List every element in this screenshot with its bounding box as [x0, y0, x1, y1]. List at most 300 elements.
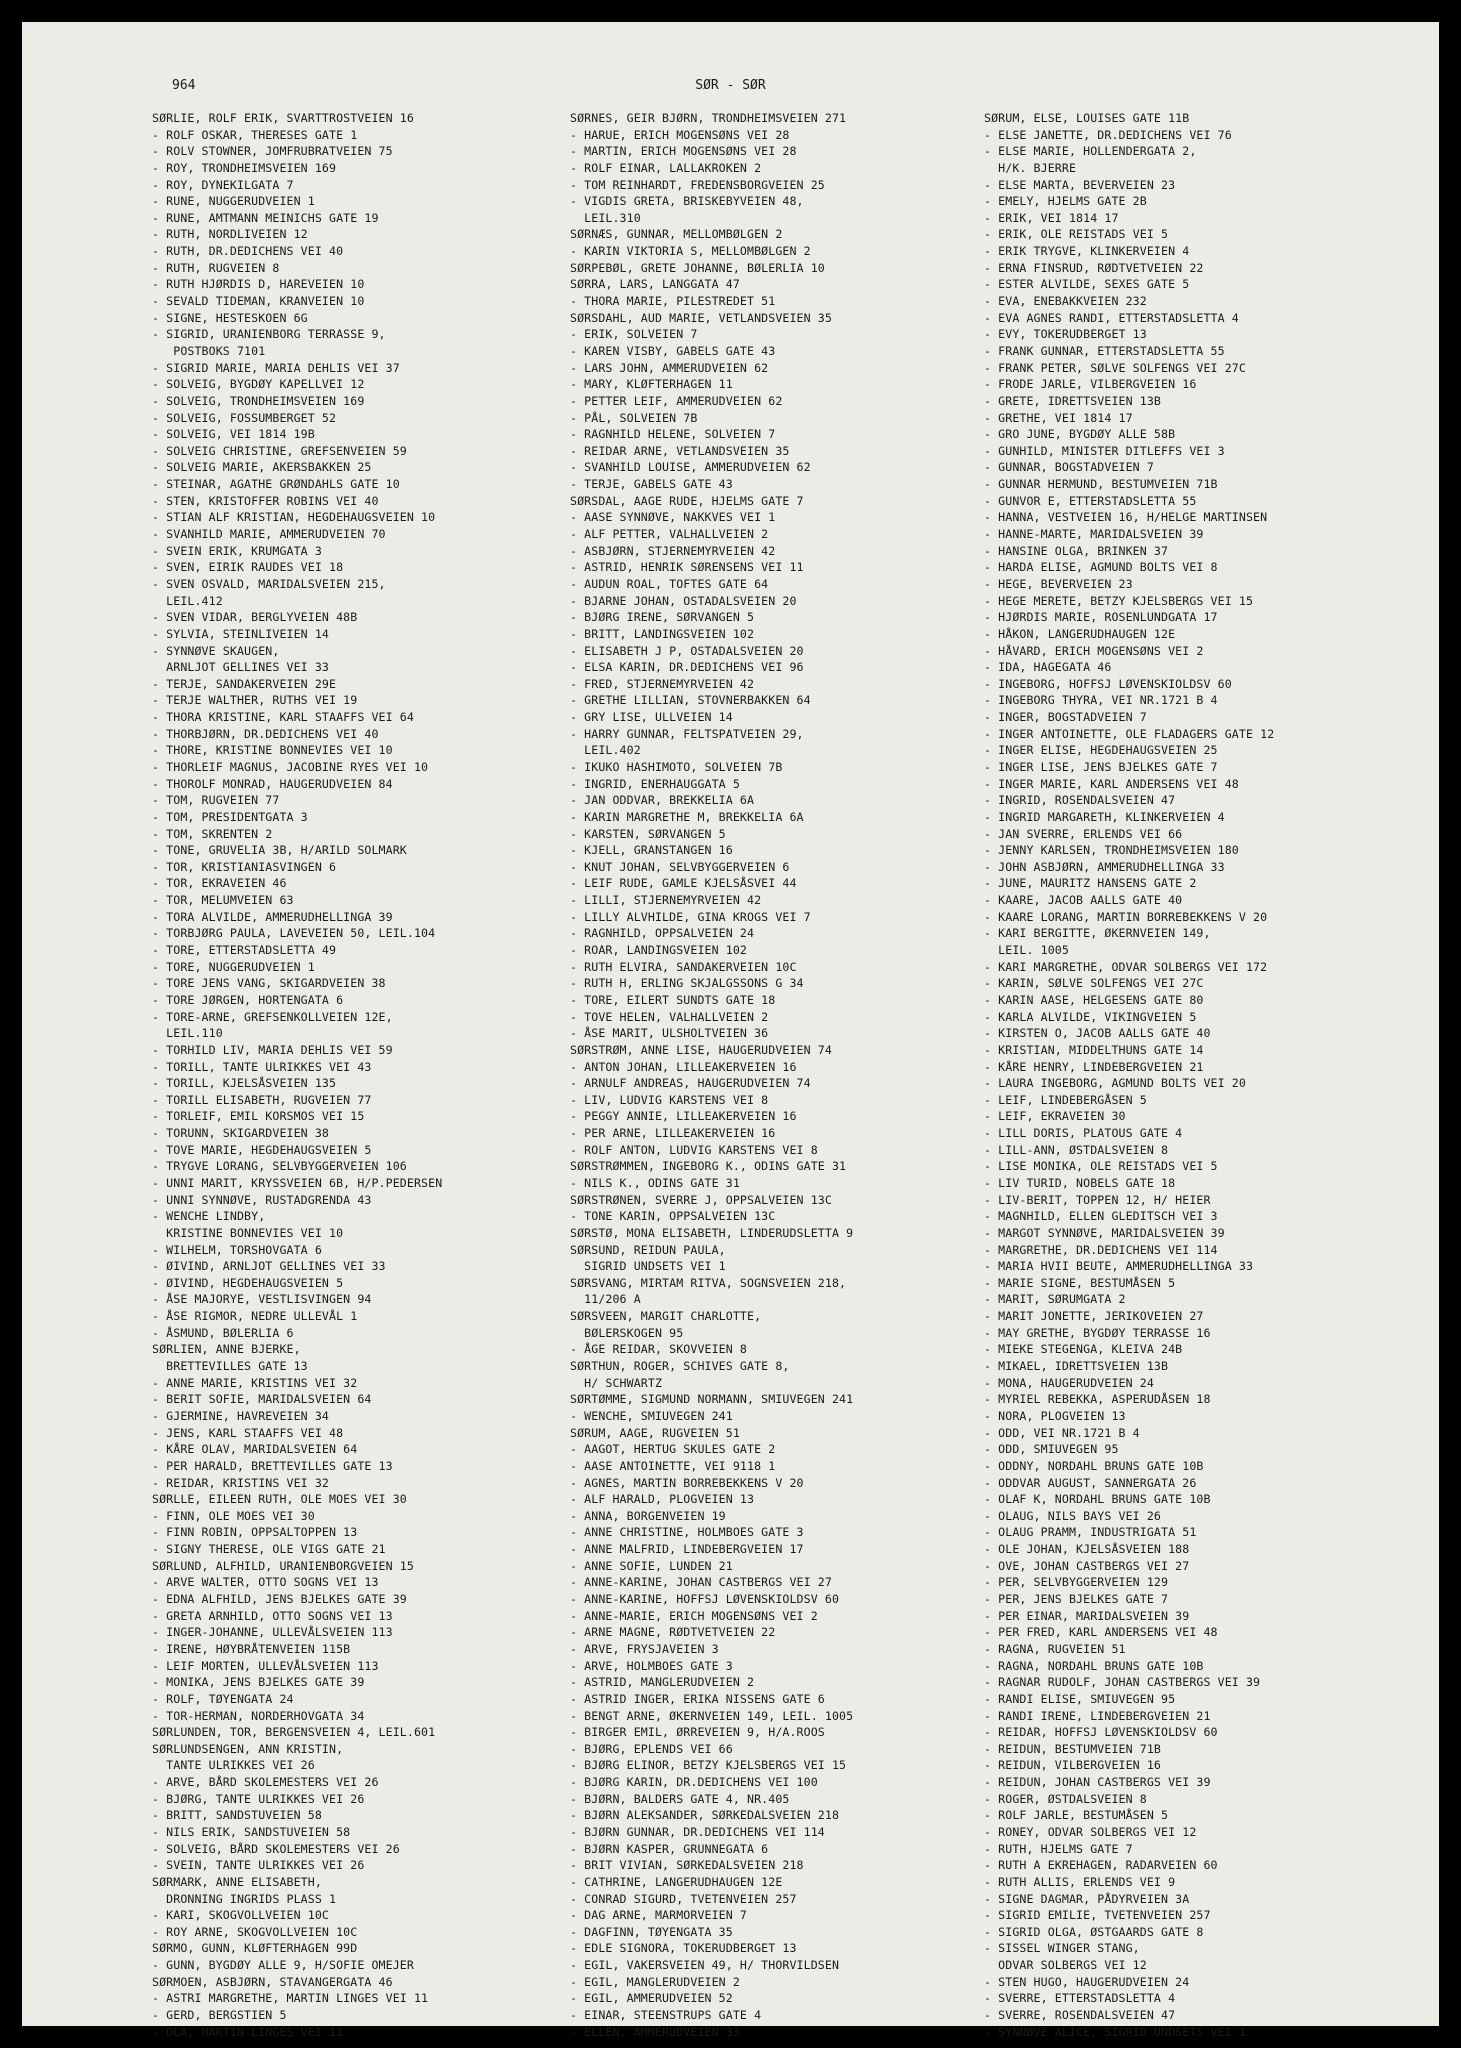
directory-entry-line: - INGER ELISE, HEGDEHAUGSVEIEN 25	[984, 743, 1218, 758]
directory-entry-line: - ROLV STOWNER, JOMFRUBRATVEIEN 75	[152, 144, 393, 159]
directory-entry-line: - ROLF, TØYENGATA 24	[152, 1691, 294, 1706]
directory-entry-line: - SVANHILD LOUISE, AMMERUDVEIEN 62	[570, 460, 811, 475]
directory-entry-line: - CONRAD SIGURD, TVETENVEIEN 257	[570, 1891, 797, 1906]
directory-entry-line: - MARGRETHE, DR.DEDICHENS VEI 114	[984, 1242, 1218, 1257]
directory-entry-line: - INGRID, ROSENDALSVEIEN 47	[984, 793, 1176, 808]
directory-entry-line: - SOLVEIG CHRISTINE, GREFSENVEIEN 59	[152, 443, 407, 458]
directory-entry-line: - BRITT, LANDINGSVEIEN 102	[570, 626, 755, 641]
directory-entry-line: ARNLJOT GELLINES VEI 33	[152, 660, 330, 675]
directory-entry-line: - LILLY ALVHILDE, GINA KROGS VEI 7	[570, 909, 811, 924]
directory-entry-line: - FINN ROBIN, OPPSALTOPPEN 13	[152, 1525, 358, 1540]
directory-entry-line: - STEN HUGO, HAUGERUDVEIEN 24	[984, 1974, 1190, 1989]
directory-entry-line: - AAGOT, HERTUG SKULES GATE 2	[570, 1442, 776, 1457]
directory-entry-line: - SIGNE, HESTESKOEN 6G	[152, 310, 308, 325]
directory-entry-line: 11/206 A	[570, 1292, 641, 1307]
directory-entry-line: SØRMO, GUNN, KLØFTERHAGEN 99D	[152, 1941, 358, 1956]
directory-entry-line: - MARIT, SØRUMGATA 2	[984, 1292, 1126, 1307]
directory-entry-line: - SOLVEIG, VEI 1814 19B	[152, 427, 315, 442]
directory-entry-line: - ÅSMUND, BØLERLIA 6	[152, 1325, 294, 1340]
directory-entry-line: POSTBOKS 7101	[152, 343, 266, 358]
directory-page	[22, 22, 1439, 2039]
directory-entry-line: - ROLF ANTON, LUDVIG KARSTENS VEI 8	[570, 1142, 818, 1157]
directory-entry-line: - BJØRN KASPER, GRUNNEGATA 6	[570, 1841, 769, 1856]
directory-entry-line: - GRO JUNE, BYGDØY ALLE 58B	[984, 427, 1176, 442]
directory-entry-line: - AUDUN ROAL, TOFTES GATE 64	[570, 576, 769, 591]
directory-entry-line: - RUTH, NORDLIVEIEN 12	[152, 227, 308, 242]
directory-entry-line: - PER ARNE, LILLEAKERVEIEN 16	[570, 1126, 776, 1141]
directory-entry-line: SØRLUNDEN, TOR, BERGENSVEIEN 4, LEIL.601	[152, 1725, 436, 1740]
directory-entry-line: - ERIK, SOLVEIEN 7	[570, 327, 698, 342]
directory-entry-line: - JUNE, MAURITZ HANSENS GATE 2	[984, 876, 1197, 891]
directory-entry-line: - BRITT, SANDSTUVEIEN 58	[152, 1808, 322, 1823]
directory-entry-line: - STIAN ALF KRISTIAN, HEGDEHAUGSVEIEN 10	[152, 510, 436, 525]
directory-entry-line: - PETTER LEIF, AMMERUDVEIEN 62	[570, 393, 783, 408]
directory-entry-line: - HARRY GUNNAR, FELTSPATVEIEN 29,	[570, 726, 804, 741]
directory-entry-line: SØRSUND, REIDUN PAULA,	[570, 1242, 726, 1257]
directory-entry-line: - ELSA KARIN, DR.DEDICHENS VEI 96	[570, 660, 804, 675]
directory-entry-line: - FRANK PETER, SØLVE SOLFENGS VEI 27C	[984, 360, 1246, 375]
directory-entry-line: - LILL DORIS, PLATOUS GATE 4	[984, 1126, 1183, 1141]
directory-entry-line: BRETTEVILLES GATE 13	[152, 1359, 308, 1374]
directory-entry-line: - SVEN, EIRIK RAUDES VEI 18	[152, 560, 344, 575]
directory-entry-line: - TORILL ELISABETH, RUGVEIEN 77	[152, 1092, 372, 1107]
directory-entry-line: - LIV TURID, NOBELS GATE 18	[984, 1176, 1176, 1190]
directory-entry-line: - ASTRID INGER, ERIKA NISSENS GATE 6	[570, 1691, 825, 1706]
directory-entry-line: - MYRIEL REBEKKA, ASPERUDÅSEN 18	[984, 1392, 1211, 1407]
directory-entry-line: - TORILL, TANTE ULRIKKES VEI 43	[152, 1059, 372, 1074]
directory-entry-line: - PER EINAR, MARIDALSVEIEN 39	[984, 1608, 1190, 1623]
directory-entry-line: - RANDI IRENE, LINDEBERGVEIEN 21	[984, 1708, 1211, 1723]
directory-entry-line: - VIGDIS GRETA, BRISKEBYVEIEN 48,	[570, 194, 804, 209]
directory-entry-line: - GUNVOR E, ETTERSTADSLETTA 55	[984, 493, 1197, 508]
directory-entry-line: - JAN ODDVAR, BREKKELIA 6A	[570, 793, 755, 808]
directory-entry-line: - KARIN, SØLVE SOLFENGS VEI 27C	[984, 976, 1204, 991]
directory-entry-line: SØRTØMME, SIGMUND NORMANN, SMIUVEGEN 241	[570, 1392, 854, 1407]
directory-entry-line: - FRANK GUNNAR, ETTERSTADSLETTA 55	[984, 343, 1225, 358]
directory-entry-line: - BIRGER EMIL, ØRREVEIEN 9, H/A.ROOS	[570, 1725, 825, 1740]
directory-entry-line: - JOHN ASBJØRN, AMMERUDHELLINGA 33	[984, 859, 1225, 874]
running-head: SØR - SØR	[695, 78, 766, 93]
directory-entry-line: - TORBJØRG PAULA, LAVEVEIEN 50, LEIL.104	[152, 926, 436, 941]
directory-entry-line: - BJØRG, EPLENDS VEI 66	[570, 1741, 733, 1756]
directory-entry-line: - SVEN VIDAR, BERGLYVEIEN 48B	[152, 610, 358, 625]
directory-entry-line: - ALF PETTER, VALHALLVEIEN 2	[570, 527, 769, 542]
directory-entry-line: - THORLEIF MAGNUS, JACOBINE RYES VEI 10	[152, 759, 429, 774]
directory-entry-line: - ANNE-KARINE, JOHAN CASTBERGS VEI 27	[570, 1575, 832, 1590]
directory-entry-line: - PEGGY ANNIE, LILLEAKERVEIEN 16	[570, 1109, 797, 1124]
directory-entry-line: - TERJE, SANDAKERVEIEN 29E	[152, 676, 337, 691]
directory-entry-line: - LILL-ANN, ØSTDALSVEIEN 8	[984, 1142, 1169, 1157]
directory-entry-line: - TOR, EKRAVEIEN 46	[152, 876, 287, 891]
directory-entry-line: - GRETHE, VEI 1814 17	[984, 410, 1133, 425]
directory-entry-line: - STEN, KRISTOFFER ROBINS VEI 40	[152, 493, 379, 508]
directory-entry-line: - ASTRID, MANGLERUDVEIEN 2	[570, 1675, 755, 1690]
directory-entry-line: - ARVE, FRYSJAVEIEN 3	[570, 1641, 719, 1656]
directory-entry-line: SØRSTØ, MONA ELISABETH, LINDERUDSLETTA 9	[570, 1225, 854, 1240]
directory-entry-line: - ARNE MAGNE, RØDTVETVEIEN 22	[570, 1625, 776, 1640]
directory-entry-line: ODVAR SOLBERGS VEI 12	[984, 1958, 1147, 1973]
directory-entry-line: - ARVE, HOLMBOES GATE 3	[570, 1658, 733, 1673]
directory-entry-line: - ROY ARNE, SKOGVOLLVEIEN 10C	[152, 1924, 358, 1939]
directory-entry-line: - ESTER ALVILDE, SEXES GATE 5	[984, 277, 1190, 292]
directory-entry-line: - KIRSTEN O, JACOB AALLS GATE 40	[984, 1026, 1211, 1041]
directory-entry-line: - TORUNN, SKIGARDVEIEN 38	[152, 1126, 330, 1141]
directory-entry-line: - REIDUN, VILBERGVEIEN 16	[984, 1758, 1162, 1773]
directory-entry-line: LEIL.402	[570, 743, 641, 758]
directory-entry-line: - MARTIN, ERICH MOGENSØNS VEI 28	[570, 144, 797, 159]
directory-entry-line: - INGER MARIE, KARL ANDERSENS VEI 48	[984, 776, 1239, 791]
directory-entry-line: - ASTRID, HENRIK SØRENSENS VEI 11	[570, 560, 804, 575]
directory-entry-line: - NILS K., ODINS GATE 31	[570, 1176, 740, 1190]
directory-entry-line: - MONA, HAUGERUDVEIEN 24	[984, 1375, 1154, 1390]
directory-entry-line: - RAGNA, NORDAHL BRUNS GATE 10B	[984, 1658, 1204, 1673]
directory-entry-line: - TORE, ETTERSTADSLETTA 49	[152, 943, 337, 958]
directory-entry-line: - SYNNØVE ALICE, SIGRID UNDSETS VEI 1	[984, 2024, 1246, 2039]
directory-entry-line: - LISE MONIKA, OLE REISTADS VEI 5	[984, 1159, 1218, 1174]
directory-entry-line: - KARIN MARGRETHE M, BREKKELIA 6A	[570, 809, 804, 824]
directory-entry-line: - IDA, HAGEGATA 46	[984, 660, 1112, 675]
directory-entry-line: - GRETA ARNHILD, OTTO SOGNS VEI 13	[152, 1608, 393, 1623]
directory-entry-line: - SIGNE DAGMAR, PÅDYRVEIEN 3A	[984, 1891, 1190, 1906]
directory-entry-line: - RANDI ELISE, SMIUVEGEN 95	[984, 1691, 1176, 1706]
directory-entry-line: - TOR, MELUMVEIEN 63	[152, 893, 294, 908]
directory-entry-line: SØRTHUN, ROGER, SCHIVES GATE 8,	[570, 1359, 790, 1374]
directory-entry-line: - INGER-JOHANNE, ULLEVÅLSVEIEN 113	[152, 1625, 393, 1640]
directory-entry-line: - ODDNY, NORDAHL BRUNS GATE 10B	[984, 1458, 1204, 1473]
directory-entry-line: - BENGT ARNE, ØKERNVEIEN 149, LEIL. 1005	[570, 1708, 854, 1723]
directory-entry-line: - ROGER, ØSTDALSVEIEN 8	[984, 1791, 1147, 1806]
directory-entry-line: SØRUM, ELSE, LOUISES GATE 11B	[984, 111, 1190, 125]
directory-entry-line: - RUTH, RUGVEIEN 8	[152, 260, 280, 275]
directory-entry-line: - BJØRN GUNNAR, DR.DEDICHENS VEI 114	[570, 1824, 825, 1839]
directory-entry-line: SØRSTRØNEN, SVERRE J, OPPSALVEIEN 13C	[570, 1192, 832, 1207]
directory-entry-line: - FINN, OLE MOES VEI 30	[152, 1508, 315, 1523]
directory-entry-line: - FRODE JARLE, VILBERGVEIEN 16	[984, 377, 1197, 392]
directory-entry-line: - SIGRID MARIE, MARIA DEHLIS VEI 37	[152, 360, 400, 375]
directory-entry-line: - KNUT JOHAN, SELVBYGGERVEIEN 6	[570, 859, 790, 874]
directory-entry-line: - TORE, NUGGERUDVEIEN 1	[152, 959, 315, 974]
directory-entry-line: - INGER ANTOINETTE, OLE FLADAGERS GATE 12	[984, 726, 1275, 741]
directory-entry-line: - EGIL, MANGLERUDVEIEN 2	[570, 1974, 740, 1989]
directory-entry-line: - RAGNHILD, OPPSALVEIEN 24	[570, 926, 755, 941]
directory-entry-line: - BJØRG IRENE, SØRVANGEN 5	[570, 610, 755, 625]
directory-entry-line: - SVANHILD MARIE, AMMERUDVEIEN 70	[152, 527, 386, 542]
page-header	[22, 78, 1439, 100]
directory-entry-line: - HEGE, BEVERVEIEN 23	[984, 576, 1133, 591]
directory-entry-line: - HÅVARD, ERICH MOGENSØNS VEI 2	[984, 643, 1204, 658]
directory-entry-line: - TOR-HERMAN, NORDERHOVGATA 34	[152, 1708, 365, 1723]
directory-entry-line: - HEGE MERETE, BETZY KJELSBERGS VEI 15	[984, 593, 1254, 608]
directory-entry-line: - RUTH H, ERLING SKJALGSSONS G 34	[570, 976, 804, 991]
directory-entry-line: SØRMOEN, ASBJØRN, STAVANGERGATA 46	[152, 1974, 393, 1989]
directory-entry-line: - SOLVEIG MARIE, AKERSBAKKEN 25	[152, 460, 372, 475]
directory-entry-line: - EVA AGNES RANDI, ETTERSTADSLETTA 4	[984, 310, 1239, 325]
directory-entry-line: - ELSE MARTA, BEVERVEIEN 23	[984, 177, 1176, 192]
directory-entry-line: - UNNI SYNNØVE, RUSTADGRENDA 43	[152, 1192, 372, 1207]
directory-entry-line: - ELLEN, AMMERUDVEIEN 33	[570, 2024, 740, 2039]
directory-entry-line: - BJØRG, TANTE ULRIKKES VEI 26	[152, 1791, 365, 1806]
directory-entry-line: - OLAF K, NORDAHL BRUNS GATE 10B	[984, 1492, 1211, 1507]
directory-entry-line: - MONIKA, JENS BJELKES GATE 39	[152, 1675, 365, 1690]
directory-entry-line: - NILS ERIK, SANDSTUVEIEN 58	[152, 1824, 351, 1839]
directory-entry-line: - RUTH, HJELMS GATE 7	[984, 1841, 1133, 1856]
directory-entry-line: - LEIF RUDE, GAMLE KJELSÅSVEI 44	[570, 876, 797, 891]
directory-entry-line: - SVERRE, ETTERSTADSLETTA 4	[984, 1991, 1176, 2006]
directory-entry-line: - INGRID MARGARETH, KLINKERVEIEN 4	[984, 809, 1225, 824]
directory-entry-line: - KARI, SKOGVOLLVEIEN 10C	[152, 1908, 330, 1923]
directory-entry-line: - PER, SELVBYGGERVEIEN 129	[984, 1575, 1169, 1590]
directory-entry-line: - PER FRED, KARL ANDERSENS VEI 48	[984, 1625, 1218, 1640]
directory-entry-line: - FRED, STJERNEMYRVEIEN 42	[570, 676, 755, 691]
directory-entry-line: - GUNNAR, BOGSTADVEIEN 7	[984, 460, 1154, 475]
directory-entry-line: - ERNA FINSRUD, RØDTVETVEIEN 22	[984, 260, 1204, 275]
directory-entry-line: - ANNA, BORGENVEIEN 19	[570, 1508, 726, 1523]
directory-entry-line: - TERJE, GABELS GATE 43	[570, 477, 733, 492]
directory-entry-line: - STEINAR, AGATHE GRØNDAHLS GATE 10	[152, 477, 400, 492]
directory-entry-line: - ARVE, BÅRD SKOLEMESTERS VEI 26	[152, 1775, 379, 1790]
directory-entry-line: - SOLVEIG, FOSSUMBERGET 52	[152, 410, 337, 425]
directory-entry-line: - SVERRE, ROSENDALSVEIEN 47	[984, 2008, 1176, 2023]
directory-entry-line: - TONE KARIN, OPPSALVEIEN 13C	[570, 1209, 776, 1224]
directory-entry-line: - BJØRG KARIN, DR.DEDICHENS VEI 100	[570, 1775, 818, 1790]
directory-entry-line: - TOM, RUGVEIEN 77	[152, 793, 280, 808]
directory-entry-line: - THORBJØRN, DR.DEDICHENS VEI 40	[152, 726, 379, 741]
directory-entry-line: - ANNE-KARINE, HOFFSJ LØVENSKIOLDSV 60	[570, 1592, 840, 1607]
directory-entry-line: - HARDA ELISE, AGMUND BOLTS VEI 8	[984, 560, 1218, 575]
directory-entry-line: - TERJE WALTHER, RUTHS VEI 19	[152, 693, 358, 708]
directory-entry-line: - ØIVIND, ARNLJOT GELLINES VEI 33	[152, 1259, 386, 1274]
directory-entry-line: - TORA ALVILDE, AMMERUDHELLINGA 39	[152, 909, 393, 924]
directory-entry-line: - INGRID, ENERHAUGGATA 5	[570, 776, 740, 791]
directory-entry-line: - ELSE JANETTE, DR.DEDICHENS VEI 76	[984, 127, 1232, 142]
directory-entry-line: - BJØRN ALEKSANDER, SØRKEDALSVEIEN 218	[570, 1808, 840, 1823]
directory-entry-line: - EDNA ALFHILD, JENS BJELKES GATE 39	[152, 1592, 407, 1607]
directory-entry-line: - ØIVIND, HEGDEHAUGSVEIEN 5	[152, 1275, 344, 1290]
directory-entry-line: - MARGOT SYNNØVE, MARIDALSVEIEN 39	[984, 1225, 1225, 1240]
directory-entry-line: - DAGFINN, TØYENGATA 35	[570, 1924, 733, 1939]
directory-entry-line: - ERIK, OLE REISTADS VEI 5	[984, 227, 1169, 242]
directory-entry-line: - LEIF MORTEN, ULLEVÅLSVEIEN 113	[152, 1658, 379, 1673]
directory-entry-line: - MARIA HVII BEUTE, AMMERUDHELLINGA 33	[984, 1259, 1254, 1274]
directory-entry-line: - LAURA INGEBORG, AGMUND BOLTS VEI 20	[984, 1076, 1246, 1091]
directory-entry-line: - AGNES, MARTIN BORREBEKKENS V 20	[570, 1475, 804, 1490]
directory-entry-line: - WILHELM, TORSHOVGATA 6	[152, 1242, 322, 1257]
directory-entry-line: - JENNY KARLSEN, TRONDHEIMSVEIEN 180	[984, 843, 1239, 858]
directory-entry-line: - SOLVEIG, BYGDØY KAPELLVEI 12	[152, 377, 365, 392]
directory-entry-line: - ARNULF ANDREAS, HAUGERUDVEIEN 74	[570, 1076, 811, 1091]
directory-entry-line: SØRLIE, ROLF ERIK, SVARTTROSTVEIEN 16	[152, 111, 414, 125]
directory-entry-line: SØRRA, LARS, LANGGATA 47	[570, 277, 740, 292]
directory-entry-line: - OLE JOHAN, KJELSÅSVEIEN 188	[984, 1542, 1190, 1557]
directory-entry-line: - SVEIN, TANTE ULRIKKES VEI 26	[152, 1858, 365, 1873]
directory-entry-line: SØRLUNDSENGEN, ANN KRISTIN,	[152, 1741, 344, 1756]
directory-entry-line: - RUTH HJØRDIS D, HAREVEIEN 10	[152, 277, 365, 292]
directory-entry-line: - KJELL, GRANSTANGEN 16	[570, 843, 733, 858]
directory-entry-line: - HANNE-MARTE, MARIDALSVEIEN 39	[984, 527, 1204, 542]
directory-entry-line: - SVEIN ERIK, KRUMGATA 3	[152, 543, 322, 558]
directory-entry-line: - SVEN OSVALD, MARIDALSVEIEN 215,	[152, 576, 386, 591]
directory-entry-line: - KARI BERGITTE, ØKERNVEIEN 149,	[984, 926, 1211, 941]
directory-entry-line: - TOVE HELEN, VALHALLVEIEN 2	[570, 1009, 769, 1024]
directory-entry-line: - LEIF, EKRAVEIEN 30	[984, 1109, 1126, 1124]
directory-entry-line: - AASE ANTOINETTE, VEI 9118 1	[570, 1458, 776, 1473]
directory-entry-line: - JENS, KARL STAAFFS VEI 48	[152, 1425, 344, 1440]
directory-entry-line: - RUNE, AMTMANN MEINICHS GATE 19	[152, 210, 379, 225]
directory-entry-line: - AASE SYNNØVE, NAKKVES VEI 1	[570, 510, 776, 525]
directory-entry-line: - ALF HARALD, PLOGVEIEN 13	[570, 1492, 755, 1507]
directory-entry-line: SIGRID UNDSETS VEI 1	[570, 1259, 726, 1274]
page-number: 964	[172, 78, 196, 93]
directory-entry-line: - SYNNØVE SKAUGEN,	[152, 643, 280, 658]
directory-entry-line: SØRSVEEN, MARGIT CHARLOTTE,	[570, 1309, 762, 1324]
directory-entry-line: - HJØRDIS MARIE, ROSENLUNDGATA 17	[984, 610, 1218, 625]
directory-entry-line: - OLAUG PRAMM, INDUSTRIGATA 51	[984, 1525, 1197, 1540]
directory-entry-line: H/ SCHWARTZ	[570, 1375, 663, 1390]
directory-entry-line: - THORE, KRISTINE BONNEVIES VEI 10	[152, 743, 393, 758]
directory-entry-line: - PER, JENS BJELKES GATE 7	[984, 1592, 1169, 1607]
directory-entry-line: - CATHRINE, LANGERUDHAUGEN 12E	[570, 1874, 783, 1889]
directory-entry-line: - BERIT SOFIE, MARIDALSVEIEN 64	[152, 1392, 372, 1407]
directory-entry-line: - TORHILD LIV, MARIA DEHLIS VEI 59	[152, 1042, 393, 1057]
directory-entry-line: - TOR, KRISTIANIASVINGEN 6	[152, 859, 337, 874]
directory-entry-line: - SISSEL WINGER STANG,	[984, 1941, 1140, 1956]
directory-entry-line: - TORE-ARNE, GREFSENKOLLVEIEN 12E,	[152, 1009, 393, 1024]
directory-column-3	[984, 110, 1274, 2040]
directory-entry-line: - GUNN, BYGDØY ALLE 9, H/SOFIE OMEJER	[152, 1958, 414, 1973]
directory-entry-line: - ÅGE REIDAR, SKOVVEIEN 8	[570, 1342, 748, 1357]
directory-entry-line: SØRLIEN, ANNE BJERKE,	[152, 1342, 301, 1357]
directory-entry-line: SØRNES, GEIR BJØRN, TRONDHEIMSVEIEN 271	[570, 111, 847, 125]
directory-entry-line: - GJERMINE, HAVREVEIEN 34	[152, 1408, 330, 1423]
directory-entry-line: - ROLF JARLE, BESTUMÅSEN 5	[984, 1808, 1169, 1823]
directory-entry-line: - SEVALD TIDEMAN, KRANVEIEN 10	[152, 294, 365, 309]
directory-entry-line: - NORA, PLOGVEIEN 13	[984, 1408, 1126, 1423]
directory-entry-line: - HANNA, VESTVEIEN 16, H/HELGE MARTINSEN	[984, 510, 1268, 525]
directory-entry-line: LEIL.412	[152, 593, 223, 608]
directory-entry-line: - TOVE MARIE, HEGDEHAUGSVEIEN 5	[152, 1142, 372, 1157]
directory-entry-line: - MIKAEL, IDRETTSVEIEN 13B	[984, 1359, 1169, 1374]
directory-entry-line: - ANTON JOHAN, LILLEAKERVEIEN 16	[570, 1059, 797, 1074]
directory-entry-line: - INGEBORG THYRA, VEI NR.1721 B 4	[984, 693, 1218, 708]
directory-entry-line: - BJØRN, BALDERS GATE 4, NR.405	[570, 1791, 790, 1806]
directory-entry-line: TANTE ULRIKKES VEI 26	[152, 1758, 315, 1773]
directory-entry-line: SØRUM, AAGE, RUGVEIEN 51	[570, 1425, 740, 1440]
directory-entry-line: - KRISTIAN, MIDDELTHUNS GATE 14	[984, 1042, 1204, 1057]
directory-entry-line: - RAGNAR RUDOLF, JOHAN CASTBERGS VEI 39	[984, 1675, 1261, 1690]
directory-entry-line: - ANNE MALFRID, LINDEBERGVEIEN 17	[570, 1542, 804, 1557]
directory-entry-line: - RUTH ALLIS, ERLENDS VEI 9	[984, 1874, 1176, 1889]
directory-entry-line: - ÅSE MARIT, ULSHOLTVEIEN 36	[570, 1026, 769, 1041]
directory-entry-line: - LILLI, STJERNEMYRVEIEN 42	[570, 893, 762, 908]
directory-entry-line: - KARIN AASE, HELGESENS GATE 80	[984, 992, 1204, 1007]
directory-entry-line: - ROY, DYNEKILGATA 7	[152, 177, 294, 192]
directory-entry-line: - OLAUG, NILS BAYS VEI 26	[984, 1508, 1162, 1523]
directory-entry-line: - ROLF OSKAR, THERESES GATE 1	[152, 127, 358, 142]
directory-entry-line: - SIGRID EMILIE, TVETENVEIEN 257	[984, 1908, 1211, 1923]
directory-entry-line: - KARSTEN, SØRVANGEN 5	[570, 826, 726, 841]
directory-entry-line: - KÅRE OLAV, MARIDALSVEIEN 64	[152, 1442, 358, 1457]
directory-entry-line: - TORILL, KJELSÅSVEIEN 135	[152, 1076, 337, 1091]
directory-entry-line: - LEIF, LINDEBERGÅSEN 5	[984, 1092, 1147, 1107]
directory-entry-line: - OLA, MARTIN LINGES VEI 11	[152, 2024, 344, 2039]
directory-entry-line: - SOLVEIG, BÅRD SKOLEMESTERS VEI 26	[152, 1841, 400, 1856]
directory-entry-line: - SOLVEIG, TRONDHEIMSVEIEN 169	[152, 393, 365, 408]
directory-entry-line: - ANNE CHRISTINE, HOLMBOES GATE 3	[570, 1525, 804, 1540]
directory-entry-line: - LIV-BERIT, TOPPEN 12, H/ HEIER	[984, 1192, 1211, 1207]
directory-entry-line: - EDLE SIGNORA, TOKERUDBERGET 13	[570, 1941, 797, 1956]
directory-entry-line: - IRENE, HØYBRÅTENVEIEN 115B	[152, 1641, 351, 1656]
directory-entry-line: - TOM REINHARDT, FREDENSBORGVEIEN 25	[570, 177, 825, 192]
directory-entry-line: - OVE, JOHAN CASTBERGS VEI 27	[984, 1558, 1190, 1573]
directory-entry-line: - ÅSE RIGMOR, NEDRE ULLEVÅL 1	[152, 1309, 358, 1324]
directory-entry-line: - TORE JENS VANG, SKIGARDVEIEN 38	[152, 976, 386, 991]
directory-entry-line: - SYLVIA, STEINLIVEIEN 14	[152, 626, 330, 641]
directory-entry-line: - REIDAR, KRISTINS VEI 32	[152, 1475, 330, 1490]
directory-entry-line: - RONEY, ODVAR SOLBERGS VEI 12	[984, 1824, 1197, 1839]
directory-entry-line: - RAGNA, RUGVEIEN 51	[984, 1641, 1126, 1656]
directory-entry-line: - UNNI MARIT, KRYSSVEIEN 6B, H/P.PEDERSEN	[152, 1176, 443, 1190]
directory-entry-line: BØLERSKOGEN 95	[570, 1325, 684, 1340]
directory-entry-line: - KARIN VIKTORIA S, MELLOMBØLGEN 2	[570, 244, 811, 259]
directory-entry-line: - TONE, GRUVELIA 3B, H/ARILD SOLMARK	[152, 843, 407, 858]
directory-entry-line: SØRMARK, ANNE ELISABETH,	[152, 1874, 322, 1889]
directory-entry-line: - TORE, EILERT SUNDTS GATE 18	[570, 992, 776, 1007]
directory-entry-line: - ANNE-MARIE, ERICH MOGENSØNS VEI 2	[570, 1608, 818, 1623]
directory-entry-line: - ERIK, VEI 1814 17	[984, 210, 1119, 225]
directory-entry-line: - LIV, LUDVIG KARSTENS VEI 8	[570, 1092, 769, 1107]
directory-entry-line: - HANSINE OLGA, BRINKEN 37	[984, 543, 1169, 558]
directory-entry-line: - THORA MARIE, PILESTREDET 51	[570, 294, 776, 309]
directory-entry-line: DRONNING INGRIDS PLASS 1	[152, 1891, 337, 1906]
directory-entry-line: LEIL.310	[570, 210, 641, 225]
directory-entry-line: - MARIT JONETTE, JERIKOVEIEN 27	[984, 1309, 1204, 1324]
directory-entry-line: SØRLLE, EILEEN RUTH, OLE MOES VEI 30	[152, 1492, 407, 1507]
directory-entry-line: - ODD, VEI NR.1721 B 4	[984, 1425, 1140, 1440]
directory-entry-line: - TORE JØRGEN, HORTENGATA 6	[152, 992, 344, 1007]
directory-entry-line: - EGIL, VAKERSVEIEN 49, H/ THORVILDSEN	[570, 1958, 840, 1973]
directory-entry-line: SØRLUND, ALFHILD, URANIENBORGVEIEN 15	[152, 1558, 414, 1573]
directory-entry-line: - KAARE LORANG, MARTIN BORREBEKKENS V 20	[984, 909, 1268, 924]
directory-entry-line: - BJØRG ELINOR, BETZY KJELSBERGS VEI 15	[570, 1758, 847, 1773]
directory-entry-line: - ODD, SMIUVEGEN 95	[984, 1442, 1119, 1457]
directory-entry-line: - KAARE, JACOB AALLS GATE 40	[984, 893, 1183, 908]
directory-entry-line: SØRSTRØM, ANNE LISE, HAUGERUDVEIEN 74	[570, 1042, 832, 1057]
directory-entry-line: - EVY, TOKERUDBERGET 13	[984, 327, 1147, 342]
directory-entry-line: - TOM, PRESIDENTGATA 3	[152, 809, 308, 824]
directory-entry-line: - TRYGVE LORANG, SELVBYGGERVEIEN 106	[152, 1159, 407, 1174]
directory-entry-line: - RUTH ELVIRA, SANDAKERVEIEN 10C	[570, 959, 797, 974]
directory-entry-line: - PER HARALD, BRETTEVILLES GATE 13	[152, 1458, 393, 1473]
directory-entry-line: - GUNNAR HERMUND, BESTUMVEIEN 71B	[984, 477, 1218, 492]
directory-entry-line: SØRSVANG, MIRTAM RITVA, SOGNSVEIEN 218,	[570, 1275, 847, 1290]
directory-entry-line: - GERD, BERGSTIEN 5	[152, 2008, 287, 2023]
directory-entry-line: - IKUKO HASHIMOTO, SOLVEIEN 7B	[570, 759, 783, 774]
directory-entry-line: - REIDAR, HOFFSJ LØVENSKIOLDSV 60	[984, 1725, 1218, 1740]
directory-entry-line: LEIL.110	[152, 1026, 223, 1041]
directory-entry-line: - INGER LISE, JENS BJELKES GATE 7	[984, 759, 1218, 774]
directory-entry-line: - PÅL, SOLVEIEN 7B	[570, 410, 698, 425]
directory-entry-line: - THORA KRISTINE, KARL STAAFFS VEI 64	[152, 710, 414, 725]
directory-entry-line: - ÅSE MAJORYE, VESTLISVINGEN 94	[152, 1292, 372, 1307]
directory-entry-line: - RUNE, NUGGERUDVEIEN 1	[152, 194, 315, 209]
directory-entry-line: - GRETHE LILLIAN, STOVNERBAKKEN 64	[570, 693, 811, 708]
directory-entry-line: - DAG ARNE, MARMORVEIEN 7	[570, 1908, 748, 1923]
directory-entry-line: - MIEKE STEGENGA, KLEIVA 24B	[984, 1342, 1183, 1357]
directory-entry-line: - KARLA ALVILDE, VIKINGVEIEN 5	[984, 1009, 1197, 1024]
directory-entry-line: SØRSDAL, AAGE RUDE, HJELMS GATE 7	[570, 493, 804, 508]
directory-entry-line: - HÅKON, LANGERUDHAUGEN 12E	[984, 626, 1176, 641]
directory-entry-line: - ROAR, LANDINGSVEIEN 102	[570, 943, 748, 958]
